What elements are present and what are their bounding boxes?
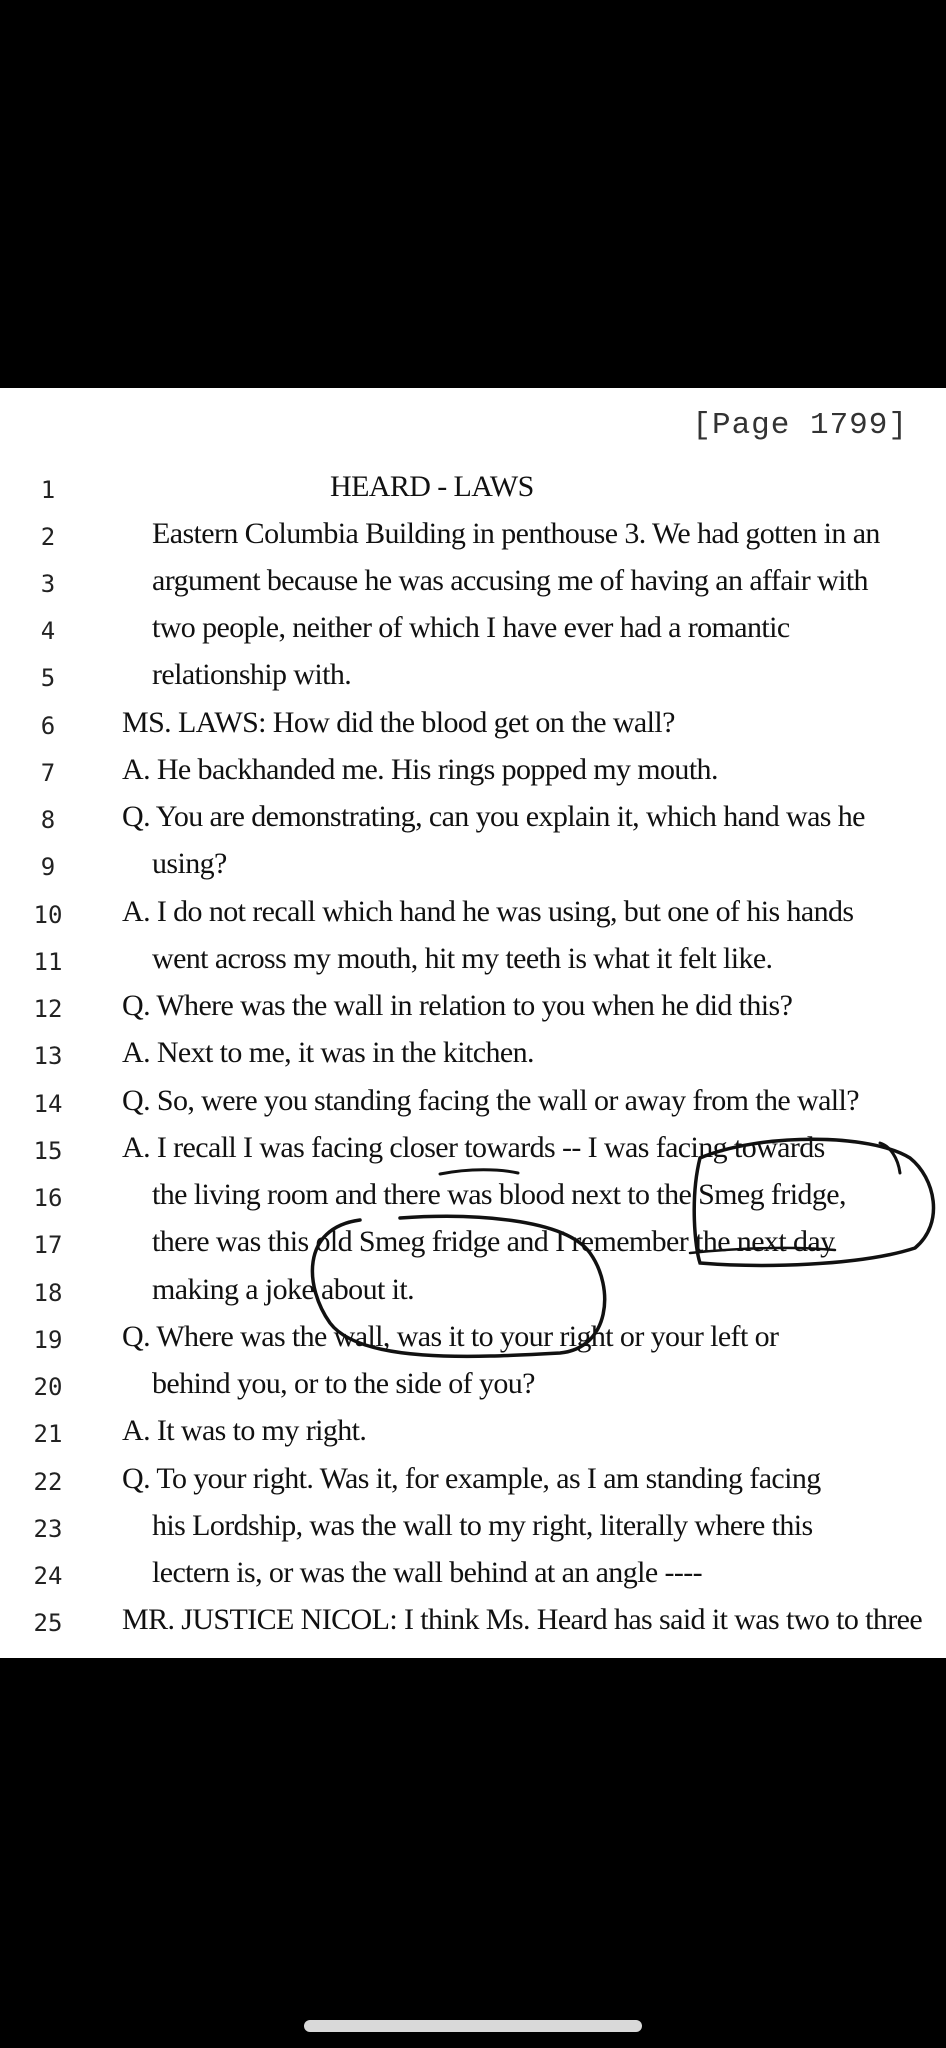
transcript-line — [0, 1318, 946, 1364]
transcript-line — [0, 845, 946, 891]
line-text: A. I recall I was facing closer towards -- I was facing towards — [122, 1131, 825, 1164]
transcript-line — [0, 704, 946, 750]
line-text: MS. LAWS: How did the blood get on the wall? — [122, 706, 675, 739]
line-text: MR. JUSTICE NICOL: I think Ms. Heard has said it was two to three — [122, 1603, 923, 1636]
line-text: his Lordship, was the wall to my right, literally where this — [152, 1509, 813, 1542]
line-text: behind you, or to the side of you? — [152, 1367, 535, 1400]
transcript-line — [0, 1507, 946, 1553]
line-number: 2 — [40, 523, 56, 551]
line-text: Q. Where was the wall in relation to you when he did this? — [122, 989, 793, 1022]
line-number: 23 — [33, 1515, 63, 1543]
line-text: A. Next to me, it was in the kitchen. — [122, 1036, 534, 1069]
line-number: 3 — [40, 570, 56, 598]
line-text: HEARD - LAWS — [330, 470, 534, 503]
transcript-line — [0, 468, 946, 514]
line-text: the living room and there was blood next to the Smeg fridge, — [152, 1178, 846, 1211]
line-number: 21 — [33, 1420, 63, 1448]
line-text: went across my mouth, hit my teeth is what it felt like. — [152, 942, 773, 975]
line-number: 9 — [40, 853, 56, 881]
line-text: argument because he was accusing me of having an affair with — [152, 564, 868, 597]
line-text: A. He backhanded me. His rings popped my mouth. — [122, 753, 718, 786]
line-text: Eastern Columbia Building in penthouse 3. We had gotten in an — [152, 517, 880, 550]
transcript-line — [0, 1271, 946, 1317]
line-text: A. It was to my right. — [122, 1414, 367, 1447]
line-number: 17 — [33, 1231, 63, 1259]
line-number: 20 — [33, 1373, 63, 1401]
transcript-line — [0, 1601, 946, 1647]
line-number: 4 — [40, 617, 56, 645]
bottom-black-bar — [0, 1658, 946, 2048]
transcript-line — [0, 751, 946, 797]
transcript-line — [0, 798, 946, 844]
transcript-line — [0, 1129, 946, 1175]
transcript-line — [0, 1223, 946, 1269]
line-number: 15 — [33, 1137, 63, 1165]
line-text: Q. Where was the wall, was it to your right or your left or — [122, 1320, 779, 1353]
line-number: 6 — [40, 712, 56, 740]
line-text: making a joke about it. — [152, 1273, 414, 1306]
line-number: 10 — [33, 901, 63, 929]
line-number: 12 — [33, 995, 63, 1023]
transcript-line — [0, 609, 946, 655]
transcript-line — [0, 1412, 946, 1458]
line-text: relationship with. — [152, 658, 352, 691]
line-text: there was this old Smeg fridge and I remember the next day — [152, 1225, 835, 1258]
line-text: Q. You are demonstrating, can you explain it, which hand was he — [122, 800, 865, 833]
line-number: 18 — [33, 1279, 63, 1307]
transcript-line — [0, 1082, 946, 1128]
transcript-line — [0, 1460, 946, 1506]
page-label: [Page 1799] — [692, 408, 908, 443]
line-text: Q. To your right. Was it, for example, as I am standing facing — [122, 1462, 821, 1495]
top-black-bar — [0, 0, 946, 388]
line-number: 7 — [40, 759, 56, 787]
line-number: 5 — [40, 664, 56, 692]
line-text: lectern is, or was the wall behind at an angle ---- — [152, 1556, 703, 1589]
transcript-line — [0, 987, 946, 1033]
line-text: A. I do not recall which hand he was using, but one of his hands — [122, 895, 854, 928]
line-number: 1 — [40, 476, 56, 504]
line-number: 19 — [33, 1326, 63, 1354]
transcript-line — [0, 515, 946, 561]
line-number: 16 — [33, 1184, 63, 1212]
transcript-line — [0, 562, 946, 608]
line-number: 25 — [33, 1609, 63, 1637]
home-indicator[interactable] — [304, 2020, 642, 2032]
line-number: 14 — [33, 1090, 63, 1118]
transcript-line — [0, 1554, 946, 1600]
line-number: 24 — [33, 1562, 63, 1590]
line-number: 11 — [33, 948, 63, 976]
line-text: Q. So, were you standing facing the wall or away from the wall? — [122, 1084, 859, 1117]
transcript-page — [0, 388, 946, 1658]
line-number: 13 — [33, 1042, 63, 1070]
transcript-line — [0, 893, 946, 939]
transcript-line — [0, 1176, 946, 1222]
line-text: two people, neither of which I have ever had a romantic — [152, 611, 790, 644]
transcript-line — [0, 1034, 946, 1080]
transcript-line — [0, 1365, 946, 1411]
line-number: 22 — [33, 1468, 63, 1496]
transcript-line — [0, 940, 946, 986]
line-text: using? — [152, 847, 227, 880]
line-number: 8 — [40, 806, 56, 834]
transcript-line — [0, 656, 946, 702]
